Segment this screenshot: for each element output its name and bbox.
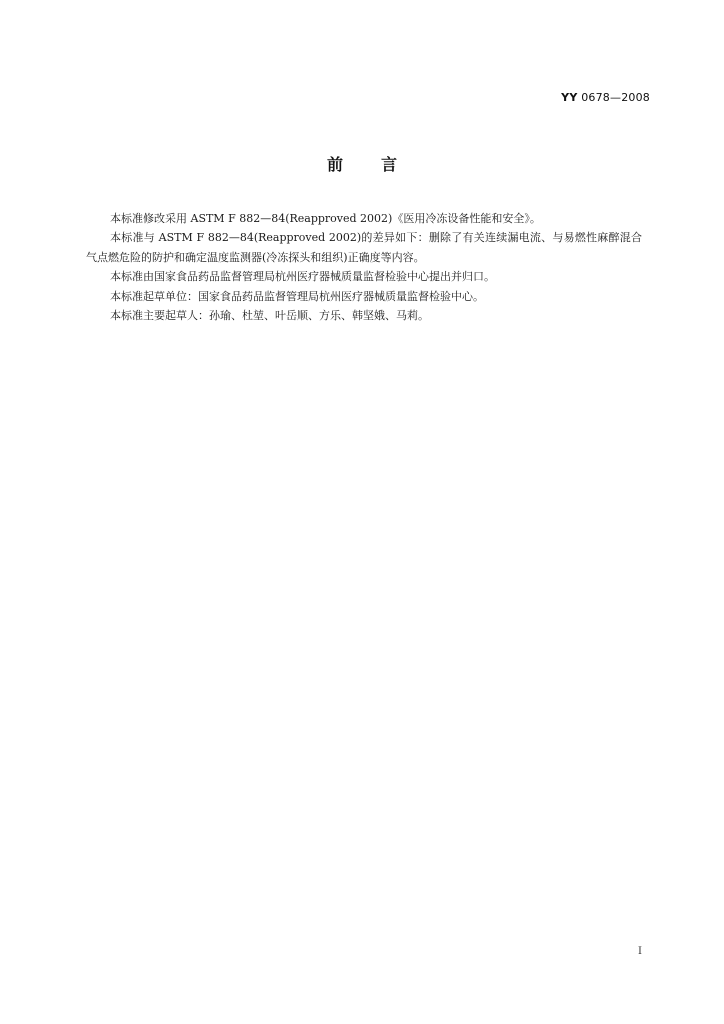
standard-code (561, 91, 650, 104)
paragraph-differences: 本标准与 ASTM F 882—84(Reapproved 2002)的差异如下：删除了有关连续漏电流、与易燃性麻醉混合气点燃危险的防护和确定温度监测器(冷冻探头和组织)正确度等内容。 (86, 231, 642, 264)
foreword-body (86, 209, 642, 325)
paragraph-proposer: 本标准由国家食品药品监督管理局杭州医疗器械质量监督检验中心提出并归口。 (110, 270, 495, 284)
page-title: 前言 (326, 155, 435, 174)
paragraph-drafters: 本标准主要起草人：孙瑜、杜堃、叶岳顺、方乐、韩坚娥、马莉。 (110, 309, 429, 323)
page-number: I (638, 946, 642, 957)
standard-number: 0678—2008 (581, 91, 650, 104)
paragraph-drafting-unit: 本标准起草单位：国家食品药品监督管理局杭州医疗器械质量监督检验中心。 (110, 289, 484, 303)
paragraph-adoption: 本标准修改采用 ASTM F 882—84(Reapproved 2002)《医用冷冻设备性能和安全》。 (110, 212, 541, 225)
standard-prefix: YY (561, 91, 578, 104)
